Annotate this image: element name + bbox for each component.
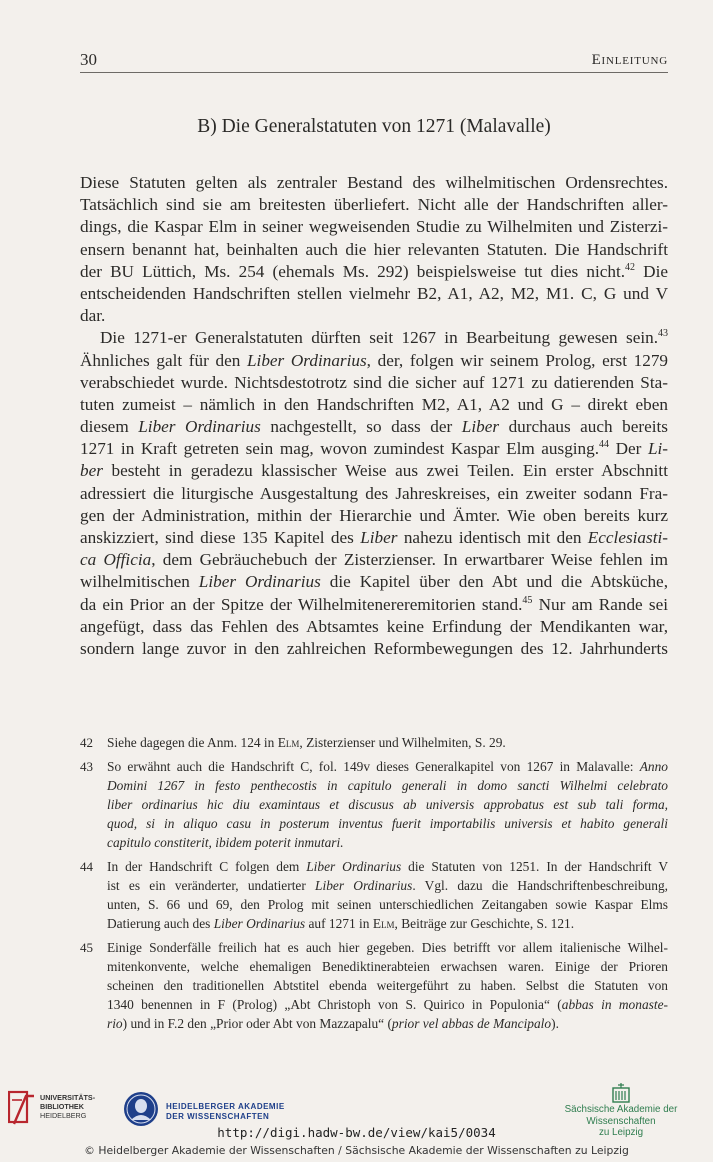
text-span: wilhelmitischen — [80, 572, 199, 592]
text-line — [80, 416, 668, 438]
italic-title: ber — [80, 461, 103, 481]
text-span: Ähnliches galt für den — [80, 350, 247, 370]
text-line: ensern benannt hat, beinhalten auch die hier relevanten Statuten. Die Handschrift — [80, 239, 668, 259]
text-span: Der — [609, 439, 648, 459]
building-icon — [610, 1082, 632, 1104]
text-line: sondern lange zuvor in den zahlreichen Reformbewegungen des 12. Jahrhunderts — [80, 638, 668, 658]
text-line: dings, die Kaspar Elm in seiner wegweisenden Studie zu Wilhelmiten und Zisterzi- — [80, 217, 668, 237]
footnote-44 — [80, 857, 668, 933]
footnote-line — [107, 814, 668, 833]
footnote-line — [107, 995, 668, 1014]
text-span: die Statuten von 1251. In der Handschrift V — [401, 859, 668, 874]
footnote-ref-42[interactable]: 42 — [625, 261, 636, 273]
body-text — [80, 172, 668, 660]
text-span: In der Handschrift C folgen dem — [107, 859, 307, 874]
footnote-line — [107, 776, 668, 795]
footnote-line — [107, 857, 668, 876]
italic-title: Liber Ordinarius — [213, 916, 306, 931]
footnote-42 — [80, 733, 668, 752]
copyright-notice: © Heidelberger Akademie der Wissenschaften / Sächsische Akademie der Wissenschaften zu Leipzig — [84, 1144, 629, 1157]
italic-title: Liber Ordinarius — [138, 417, 261, 437]
italic-title: ca Officia — [80, 550, 152, 570]
text-line: adressiert die liturgische Ausgestaltung des Jahreskreises, ein zweiter sodann Fra- — [80, 483, 668, 503]
saw-line: zu Leipzig — [598, 1127, 644, 1138]
text-span: Die — [635, 261, 668, 281]
text-span: ) und in F.2 den „Prior oder Abt von Mazzapalu“ ( — [122, 1016, 392, 1031]
italic-quote: liber ordinarius hic diu examintaus et discusus ab universis approbatus est sub tali forma, — [107, 797, 668, 812]
text-span: durchaus auch bereits — [499, 417, 668, 437]
italic-quote: Domini 1267 in festo penthecostis in capitulo generali in domo sancti Wilhelmi celebrato — [107, 778, 668, 793]
footnote-ref-43[interactable]: 43 — [658, 328, 668, 340]
italic-quote: Anno — [639, 759, 668, 774]
running-head: Einleitung — [591, 52, 668, 68]
text-span: , Zisterzienser und Wilhelmiten, S. 29. — [299, 735, 506, 750]
italic-quote: abbas in monaste- — [561, 997, 668, 1012]
text-line: verabschiedet wurde. Nichtsdestotrotz sind die sicher auf 1271 zu datierenden Sta- — [80, 372, 668, 392]
text-span: nachgestellt, so dass der — [260, 417, 462, 437]
text-span: Siehe dagegen die Anm. 124 in — [107, 735, 278, 750]
text-span: Die 1271-er Generalstatuten dürften seit 1267 in Bearbeitung gewesen sein. — [100, 328, 658, 348]
italic-title: Liber Ordinarius — [306, 859, 402, 874]
text-span: Datierung auch des — [107, 916, 214, 931]
page-number: 30 — [80, 50, 97, 69]
text-line — [80, 571, 668, 593]
text-span: Nur am Rande sei — [532, 594, 668, 614]
text-span: auf 1271 in — [305, 916, 373, 931]
text-span: . Vgl. dazu die Handschriftenbeschreibung, — [412, 878, 668, 893]
academy-seal-icon — [122, 1090, 160, 1128]
text-span: anskizziert, sind diese 135 Kapitel des — [80, 528, 361, 547]
ub-line: UNIVERSITÄTS- — [40, 1093, 96, 1102]
ub-logo-text — [40, 1093, 95, 1120]
text-line — [80, 594, 668, 616]
author-name: Elm — [277, 735, 300, 750]
text-line: gen der Administration, mithin der Hierarchie und Ämter. Wie oben bereits kurz — [80, 505, 668, 525]
hadw-line: DER WISSENSCHAFTEN — [166, 1112, 270, 1121]
footnote-number: 42 — [80, 735, 93, 750]
hadw-logo-text — [166, 1102, 285, 1122]
footnote-number: 45 — [80, 940, 93, 955]
text-line — [80, 438, 668, 460]
text-line: Diese Statuten gelten als zentraler Bestand des wilhelmitischen Ordensrechtes. — [80, 173, 668, 192]
section-title: B) Die Generalstatuten von 1271 (Malavalle) — [197, 116, 551, 137]
text-line — [80, 327, 668, 349]
saw-line: Sächsische Akademie der Wissenschaften — [564, 1104, 678, 1127]
italic-quote: rio — [107, 1016, 123, 1031]
text-line: Tatsächlich sind sie am breitesten überliefert. Nicht alle der Handschriften aller- — [80, 195, 668, 215]
italic-title: Ecclesiasti- — [587, 528, 668, 547]
footnote-number: 43 — [80, 759, 93, 774]
italic-title: Liber — [461, 417, 500, 437]
text-span: 1340 benennen in F (Prolog) „Abt Christoph von S. Quirico in Populonia“ ( — [107, 997, 562, 1012]
author-name: Elm — [372, 916, 395, 931]
text-span: besteht in geradezu klassischer Weise aus zwei Teilen. Ein erster Abschnitt — [102, 461, 668, 481]
text-span: die Kapitel über den Abt und die Abtsküche, — [320, 572, 668, 592]
footnote-line: Einige Sonderfälle freilich hat es auch hier gegeben. Dies betrifft vor allem italienische Wilhel- — [107, 940, 668, 955]
text-span: , Beiträge zur Geschichte, S. 121. — [394, 916, 575, 931]
italic-quote: capitulo constiterit, ibidem poterit inmutari. — [107, 835, 344, 850]
text-line — [80, 527, 668, 549]
italic-title: Liber — [360, 528, 398, 547]
text-span: nahezu identisch mit den — [397, 528, 588, 547]
text-span: ). — [551, 1016, 559, 1031]
text-span: So erwähnt auch die Handschrift C, fol. 149v dieses Generalkapitel von 1267 in Malavalle: — [107, 759, 640, 774]
footnote-line — [107, 733, 668, 752]
permalink-url[interactable]: http://digi.hadw-bw.de/view/kai5/0034 — [217, 1125, 496, 1140]
italic-quote: quod, si in aliquo casu in posterum inventus fuerit importabilis universis et habito generali — [107, 816, 668, 831]
text-span: , der, folgen wir seinem Prolog, erst 1279 — [366, 350, 669, 370]
text-line: angefügt, dass das Fehlen des Abtsamtes keine Erfindung der Mendikanten war, — [80, 616, 668, 636]
footnotes — [80, 733, 668, 1038]
text-span: 1271 in Kraft getreten sein mag, wovon zumindest Kaspar Elm ausging. — [80, 439, 600, 459]
hadw-line: HEIDELBERGER AKADEMIE — [166, 1102, 285, 1111]
italic-title: Liber Ordinarius — [315, 878, 413, 893]
text-span: da ein Prior an der Spitze der Wilhelmitenereremitorien stand. — [80, 594, 523, 614]
header-rule — [80, 72, 668, 73]
text-line — [80, 549, 668, 571]
footnote-line — [107, 876, 668, 895]
ub-line: BIBLIOTHEK — [40, 1102, 84, 1111]
text-span: ist es ein veränderter, undatierter — [107, 878, 316, 893]
italic-quote: prior vel abbas de Mancipalo — [391, 1016, 552, 1031]
text-line — [80, 460, 668, 482]
page-header — [80, 50, 668, 72]
text-span: , dem Gebräuchebuch der Zisterzienser. In erwartbarer Weise fehlen im — [151, 550, 668, 570]
ub-line: HEIDELBERG — [40, 1111, 87, 1120]
footnote-ref-45[interactable]: 45 — [522, 594, 533, 606]
footnote-45 — [80, 938, 668, 1033]
footnote-ref-44[interactable]: 44 — [599, 439, 610, 451]
footnote-line — [107, 795, 668, 814]
text-line: tuten zumeist – nämlich in den Handschriften M2, A1, A2 und G – direkt eben — [80, 394, 668, 414]
footnote-line: unten, S. 66 und 69, den Prolog mit seinen unterschiedlichen Zeitangaben sowie Kaspar Elms — [107, 897, 668, 912]
italic-title: Liber Ordinarius — [246, 350, 367, 370]
footnote-line: mitenkonvente, welche ehemaligen Benediktinerabteien erwachsen waren. Einige der Prioren — [107, 959, 668, 974]
text-span: diesem — [80, 417, 139, 437]
text-line: dar. — [80, 306, 106, 326]
footnote-line: scheinen den traditionellen Abtstitel ebenda weitergeführt zu haben. Selbst die Statuten von — [107, 978, 668, 993]
footnote-line — [107, 914, 668, 933]
text-line: entscheidenden Handschriften stellen vielmehr B2, A1, A2, M2, M1. C, G und V — [80, 283, 668, 303]
footnote-line — [107, 833, 668, 852]
text-line — [80, 350, 668, 372]
ub-logo-icon — [8, 1090, 36, 1126]
text-line — [80, 261, 668, 283]
footnote-line — [107, 757, 668, 776]
footnote-43 — [80, 757, 668, 852]
footnote-line — [107, 1014, 668, 1033]
italic-title: Li- — [647, 439, 668, 459]
italic-title: Liber Ordinarius — [198, 572, 321, 592]
text-span: der BU Lüttich, Ms. 254 (ehemals Ms. 292) beispielsweise tut dies nicht. — [80, 261, 626, 281]
footnote-number: 44 — [80, 859, 93, 874]
